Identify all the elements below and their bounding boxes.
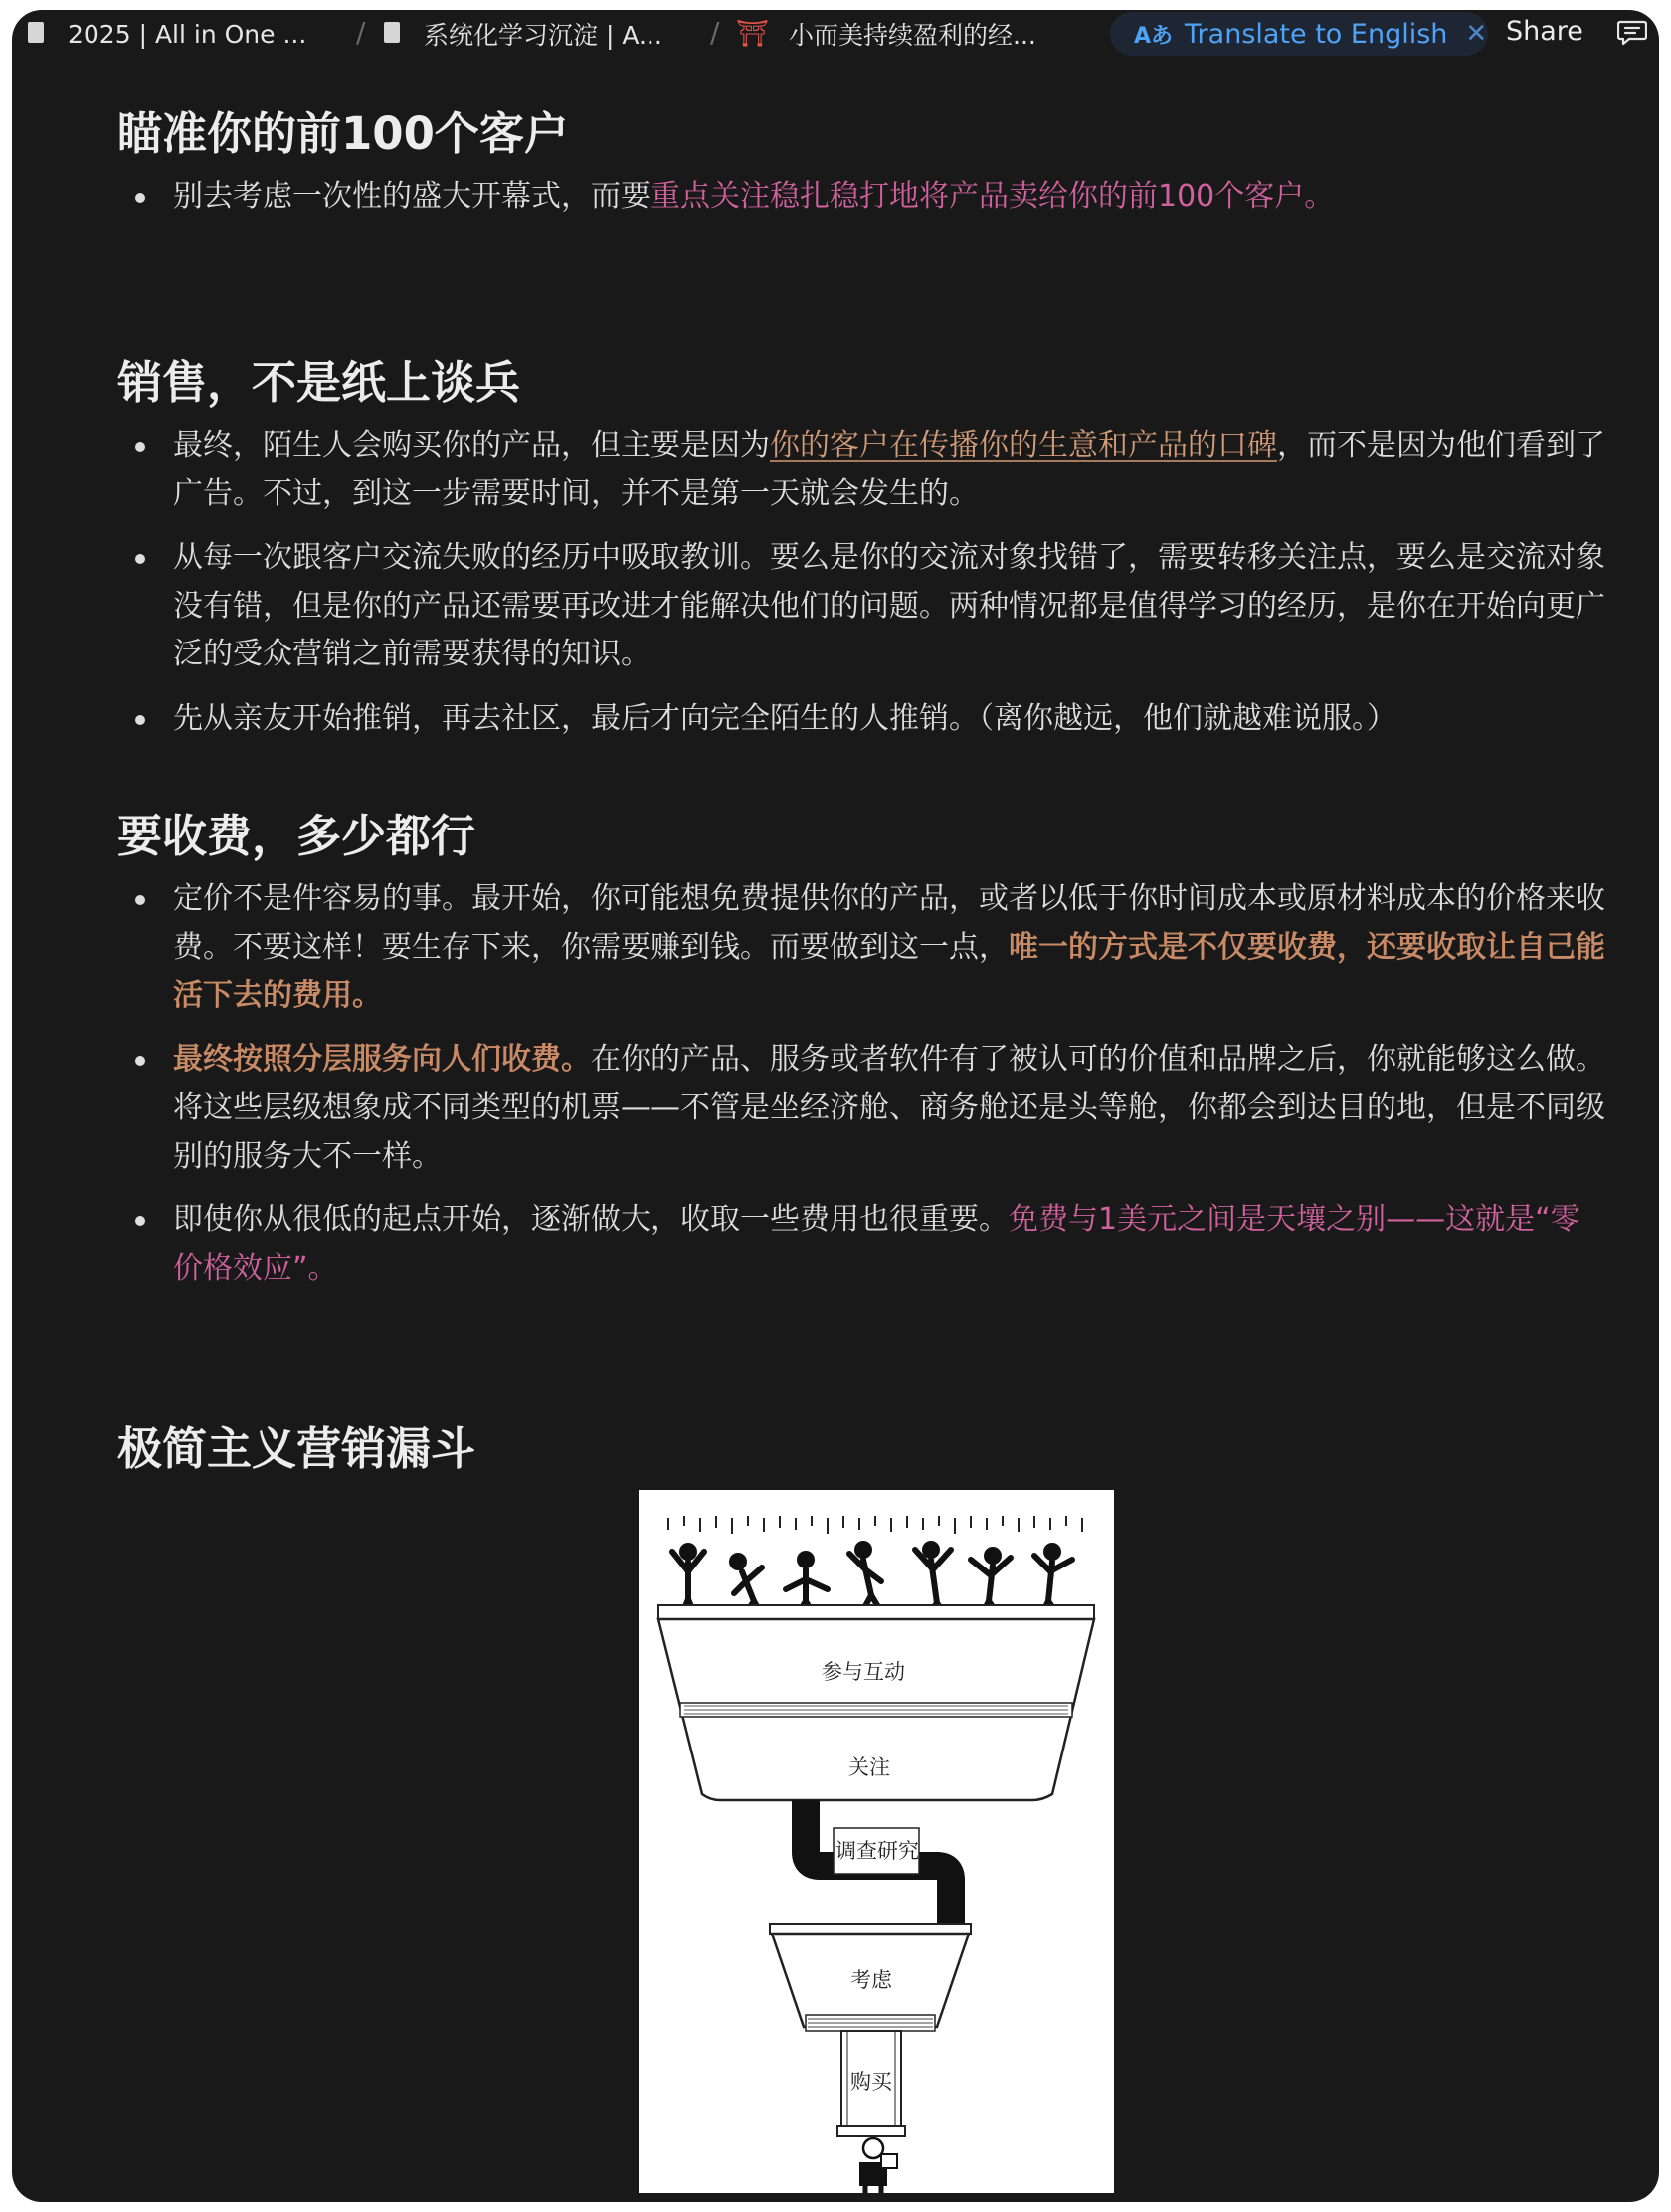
funnel-stage-label: 调查研究 [836,1839,919,1863]
breadcrumb-item-2[interactable] [384,12,662,56]
translate-button[interactable] [1110,12,1488,56]
translate-label: Translate to English [1185,18,1448,50]
section-heading: 要收费，多少都行 [117,810,476,862]
highlight-text: 唯一的方式是不仅要收费，还要收取让自己能活下去的费用。 [173,929,1605,1013]
translate-icon: Aあ [1134,23,1174,49]
list-item: 最终，陌生人会购买你的产品，但主要是因为你的客户在传播你的生意和产品的口碑，而不是因为他们看到了广告。不过，到这一步需要时间，并不是第一天就会发生的。 [117,422,1609,518]
section-heading: 极简主义营销漏斗 [117,1422,476,1475]
highlight-text: 免费与1美元之间是天壤之别——这就是“零价格效应”。 [173,1202,1580,1286]
close-icon[interactable]: ✕ [1465,19,1488,49]
bullet-list [117,422,1609,759]
list-item: 从每一次跟客户交流失败的经历中吸取教训。要么是你的交流对象找错了，需要转移关注点，要么是交流对象没有错，但是你的产品还需要再改进才能解决他们的问题。两种情况都是值得学习的经历，是你在开始向更广泛的受众营销之前需要获得的知识。 [117,534,1609,679]
highlight-link[interactable]: 你的客户在传播你的生意和产品的口碑 [770,428,1277,462]
breadcrumb-item-1[interactable] [28,12,306,56]
breadcrumb-separator: / [710,16,720,49]
bullet-list [117,173,1609,238]
page-icon [384,22,404,46]
list-item: 别去考虑一次性的盛大开幕式，而要重点关注稳扎稳打地将产品卖给你的前100个客户。 [117,173,1609,222]
breadcrumb-separator: / [356,16,366,49]
highlight-text: 最终按照分层服务向人们收费。 [173,1041,591,1077]
section-heading: 瞄准你的前100个客户 [117,107,569,160]
list-item: 即使你从很低的起点开始，逐渐做大，收取一些费用也很重要。免费与1美元之间是天壤之别——这就是“零价格效应”。 [117,1197,1609,1293]
section-heading: 销售，不是纸上谈兵 [117,356,521,409]
bullet-list [117,875,1609,1309]
breadcrumb-label: 2025 | All in One ... [68,19,307,49]
marketing-funnel-illustration [639,1490,1114,2193]
funnel-stage-label: 参与互动 [822,1660,905,1684]
highlight-text: 重点关注稳扎稳打地将产品卖给你的前100个客户。 [650,179,1335,214]
page-icon [28,22,48,46]
funnel-drawing [639,1490,1114,2193]
topbar [12,10,1659,60]
funnel-stage-label: 考虑 [850,1968,892,1992]
funnel-stage-label: 关注 [848,1755,890,1779]
list-item: 定价不是件容易的事。最开始，你可能想免费提供你的产品，或者以低于你时间成本或原材料成本的价格来收费。不要这样！要生存下来，你需要赚到钱。而要做到这一点，唯一的方式是不仅要收费，还要收取让自己能活下去的费用。 [117,875,1609,1020]
share-button[interactable]: Share [1506,16,1583,47]
funnel-stage-label: 购买 [850,2070,892,2094]
breadcrumb-label: 小而美持续盈利的经... [789,21,1036,50]
breadcrumb-label: 系统化学习沉淀 | A... [424,21,662,50]
breadcrumb-item-3[interactable] [736,12,1036,56]
app-window [12,10,1659,2202]
comment-icon[interactable] [1617,20,1647,46]
list-item: 最终按照分层服务向人们收费。在你的产品、服务或者软件有了被认可的价值和品牌之后，你就能够这么做。将这些层级想象成不同类型的机票——不管是坐经济舱、商务舱还是头等舱，你都会到达目的地，但是不同级别的服务大不一样。 [117,1036,1609,1182]
list-item: 先从亲友开始推销，再去社区，最后才向完全陌生的人推销。（离你越远，他们就越难说服。） [117,695,1609,744]
torii-gate-icon: ⛩ [736,19,770,49]
